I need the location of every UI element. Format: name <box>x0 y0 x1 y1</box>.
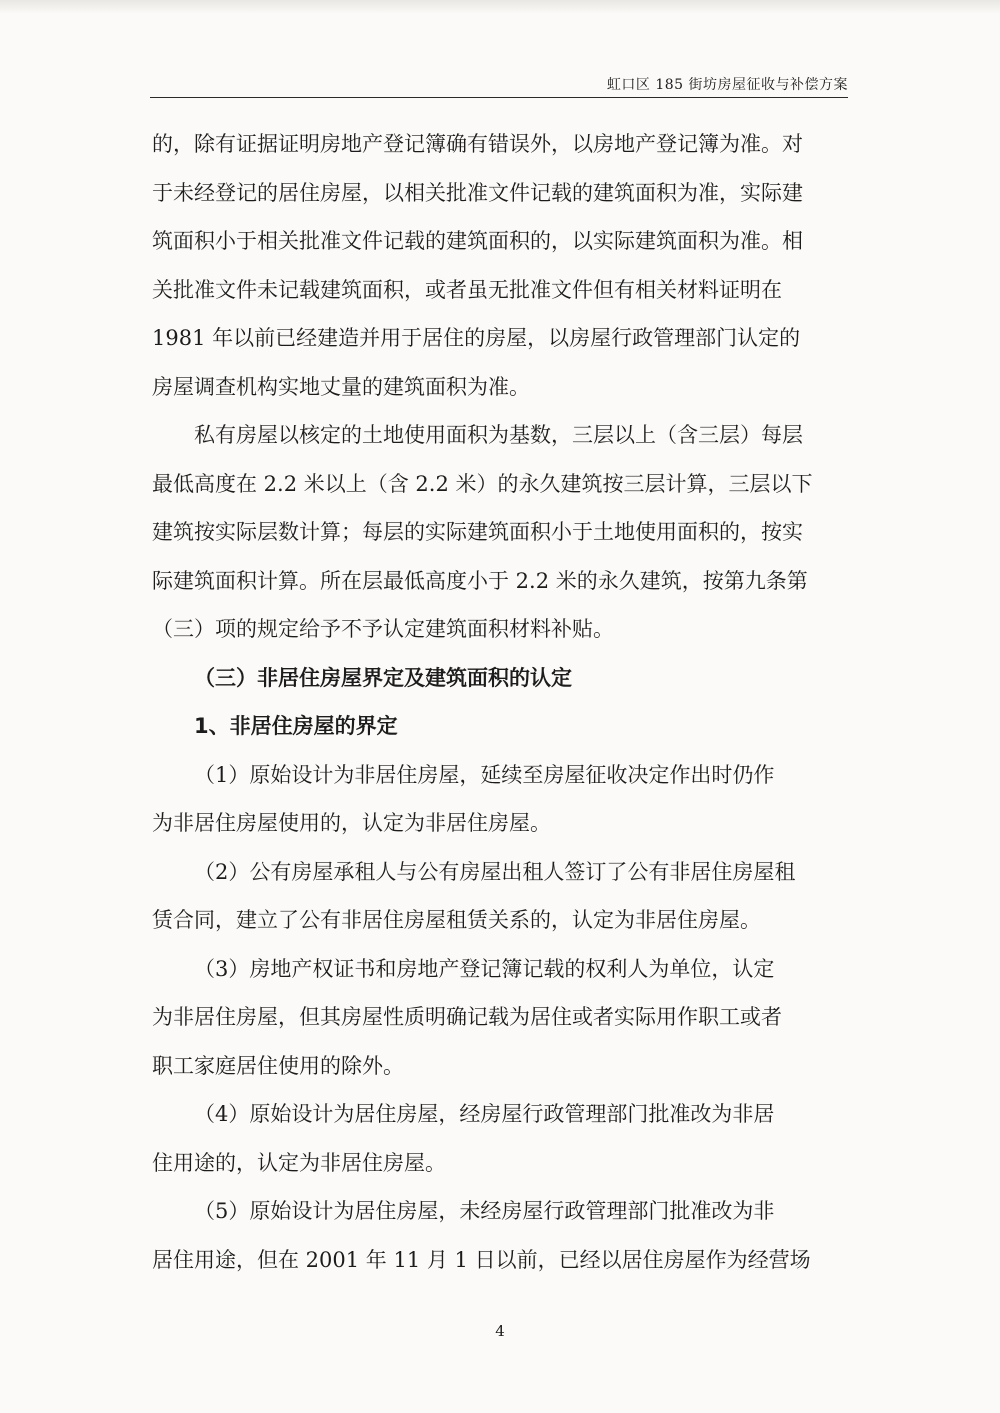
paragraph-line: 房屋调查机构实地丈量的建筑面积为准。 <box>152 374 530 399</box>
paragraph-line: 的，除有证据证明房地产登记簿确有错误外，以房地产登记簿为准。对 <box>152 132 803 156</box>
paragraph-line: 住用途的，认定为非居住房屋。 <box>152 1150 446 1175</box>
paragraph-line: 为非居住房屋使用的，认定为非居住房屋。 <box>152 811 551 835</box>
paragraph-line: （三）项的规定给予不予认定建筑面积材料补贴。 <box>152 617 614 641</box>
paragraph-line: 际建筑面积计算。所在层最低高度小于 2.2 米的永久建筑，按第九条第 <box>152 568 808 593</box>
section-heading-line: 1、非居住房屋的界定 <box>194 714 398 738</box>
section-heading-line: （三）非居住房屋界定及建筑面积的认定 <box>194 665 572 690</box>
paragraph-line: （2）公有房屋承租人与公有房屋出租人签订了公有非居住房屋租 <box>194 859 796 884</box>
paragraph-line: （3）房地产权证书和房地产登记簿记载的权利人为单位，认定 <box>194 956 775 981</box>
paragraph-line: （4）原始设计为居住房屋，经房屋行政管理部门批准改为非居 <box>194 1102 775 1126</box>
header-title: 虹口区 185 街坊房屋征收与补偿方案 <box>606 77 848 93</box>
paragraph-line: （5）原始设计为居住房屋，未经房屋行政管理部门批准改为非 <box>194 1199 775 1223</box>
paragraph-line: 1981 年以前已经建造并用于居住的房屋，以房屋行政管理部门认定的 <box>152 326 801 350</box>
paragraph-line: 赁合同，建立了公有非居住房屋租赁关系的，认定为非居住房屋。 <box>152 908 761 932</box>
paragraph-line: 筑面积小于相关批准文件记载的建筑面积的，以实际建筑面积为准。相 <box>152 229 803 253</box>
paragraph-line: 为非居住房屋，但其房屋性质明确记载为居住或者实际用作职工或者 <box>152 1005 782 1029</box>
paragraph-line: 居住用途，但在 2001 年 11 月 1 日以前，已经以居住房屋作为经营场 <box>152 1247 811 1272</box>
page-number: 4 <box>495 1322 505 1340</box>
document-body <box>152 124 852 1288</box>
paragraph-line: （1）原始设计为非居住房屋，延续至房屋征收决定作出时仍作 <box>194 762 775 787</box>
paragraph-line: 于未经登记的居住房屋，以相关批准文件记载的建筑面积为准，实际建 <box>152 180 803 205</box>
paragraph-line: 最低高度在 2.2 米以上（含 2.2 米）的永久建筑按三层计算，三层以下 <box>152 471 813 496</box>
page-footer <box>0 1322 1000 1340</box>
paragraph-line: 关批准文件未记载建筑面积，或者虽无批准文件但有相关材料证明在 <box>152 277 782 302</box>
paragraph-line: 建筑按实际层数计算；每层的实际建筑面积小于土地使用面积的，按实 <box>152 520 803 544</box>
running-header <box>150 70 848 98</box>
paragraph-line: 职工家庭居住使用的除外。 <box>152 1053 404 1078</box>
paragraph-line: 私有房屋以核定的土地使用面积为基数，三层以上（含三层）每层 <box>194 423 803 447</box>
scan-top-edge <box>0 0 1000 14</box>
